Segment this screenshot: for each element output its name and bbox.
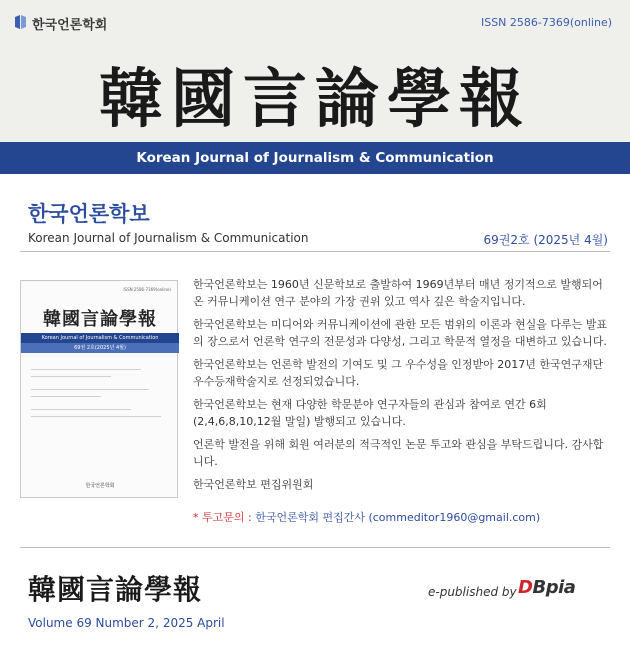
dbpia-logo-d: D bbox=[518, 577, 533, 598]
divider bbox=[20, 251, 610, 252]
dbpia-logo-pia: pia bbox=[545, 577, 576, 598]
cover-hanja-title: 韓國言論學報 bbox=[43, 309, 157, 330]
cover-toc-line bbox=[31, 409, 131, 410]
intro-paragraph: 한국언론학보는 현재 다양한 학문분야 연구자들의 관심과 참여로 연간 6회 (2,4,6,8,10,12월 말일) 발행되고 있습니다. bbox=[193, 398, 547, 428]
issue-label: 69권2호 (2025년 4월) bbox=[483, 233, 608, 247]
cover-toc-line bbox=[31, 389, 149, 390]
society-name: 한국언론학회 bbox=[32, 18, 108, 33]
cover-band: Korean Journal of Journalism & Communication bbox=[21, 333, 179, 343]
cover-toc-line bbox=[31, 369, 141, 370]
epublished-label: e-published by bbox=[428, 585, 517, 599]
cover-toc-line bbox=[31, 416, 161, 417]
contact-prefix: * 투고문의 : bbox=[193, 511, 252, 524]
cover-image[interactable] bbox=[20, 280, 178, 498]
contact-email-link[interactable]: 한국언론학회 편집간사 (commeditor1960@gmail.com) bbox=[255, 511, 541, 524]
cover-volume: 69권 2호(2025년 4월) bbox=[21, 343, 179, 353]
footer-volume: Volume 69 Number 2, 2025 April bbox=[28, 616, 225, 630]
journal-header bbox=[0, 0, 630, 142]
journal-title: 한국언론학보 bbox=[28, 202, 150, 226]
cover-issn: ISSN 2586-7369(online) bbox=[123, 287, 171, 292]
intro-paragraph: 한국언론학보는 미디어와 커뮤니케이션에 관한 모든 범위의 이론과 현실을 다루는 발표의 장으로서 언론학 연구의 전문성과 다양성, 그리고 학문적 열정을 대변하고 있습니다. bbox=[193, 318, 608, 348]
society-logo-icon bbox=[14, 14, 27, 30]
journal-english-banner: Korean Journal of Journalism & Communication bbox=[0, 142, 630, 174]
editorial-board-signature: 한국언론학보 편집위원회 bbox=[193, 478, 314, 491]
divider bbox=[20, 547, 610, 548]
cover-publisher: 한국언론학회 bbox=[85, 483, 115, 489]
journal-introduction bbox=[193, 277, 613, 501]
dbpia-logo[interactable] bbox=[518, 577, 575, 598]
submission-contact bbox=[193, 509, 540, 525]
intro-paragraph: 한국언론학보는 1960년 신문학보로 출발하여 1969년부터 매년 정기적으로 발행되어 온 커뮤니케이션 연구 분야의 가장 권위 있고 역사 깊은 학술지입니다. bbox=[193, 278, 603, 308]
intro-paragraph: 언론학 발전을 위해 회원 여러분의 적극적인 논문 투고와 관심을 부탁드립니다. 감사합니다. bbox=[193, 438, 604, 468]
journal-subtitle: Korean Journal of Journalism & Communication bbox=[28, 231, 309, 245]
cover-toc-line bbox=[31, 376, 111, 377]
cover-toc-line bbox=[31, 396, 101, 397]
issn: ISSN 2586-7369(online) bbox=[480, 16, 612, 29]
dbpia-logo-b: B bbox=[532, 577, 546, 598]
intro-paragraph: 한국언론학보는 언론학 발전의 기여도 및 그 우수성을 인정받아 2017년 한국연구재단 우수등재학술지로 선정되었습니다. bbox=[193, 358, 604, 388]
journal-hanja-title: 韓國言論學報 bbox=[99, 62, 531, 137]
footer-hanja-logo: 韓國言論學報 bbox=[28, 573, 203, 606]
